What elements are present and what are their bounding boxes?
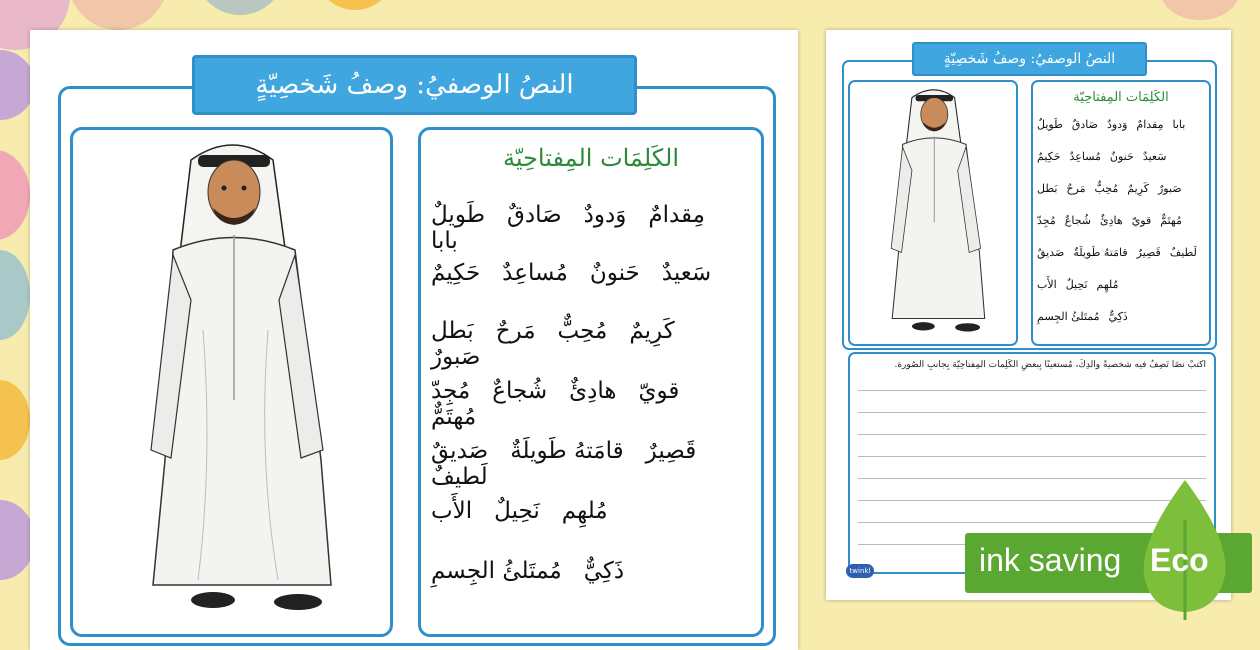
keyword: مُجِدّ bbox=[1037, 214, 1056, 227]
decor-dot bbox=[1160, 0, 1240, 20]
keyword-row bbox=[431, 378, 751, 430]
decor-dot bbox=[195, 0, 285, 15]
keyword: لَطيفٌ bbox=[431, 464, 488, 490]
keyword: مُمتَلئُ الجِسمِ bbox=[431, 558, 562, 584]
keyword-row bbox=[431, 438, 751, 490]
ink-saving-label: ink saving bbox=[979, 542, 1122, 578]
keyword: مَرحٌ bbox=[1066, 182, 1086, 195]
preview-keyword-row bbox=[1037, 214, 1205, 227]
main-worksheet bbox=[30, 30, 798, 650]
keyword-row bbox=[431, 202, 751, 254]
preview-keywords-panel bbox=[1031, 80, 1211, 346]
keyword: صَبورٌ bbox=[1157, 182, 1182, 195]
preview-keyword-row bbox=[1037, 310, 1205, 323]
keyword: الأَب bbox=[1037, 278, 1057, 291]
preview-keyword-row bbox=[1037, 118, 1205, 131]
writing-line bbox=[858, 456, 1206, 457]
keyword: قويّ bbox=[1131, 214, 1152, 227]
twinkl-logo: twinkl bbox=[846, 564, 874, 578]
keyword: قامَتهُ طَويلَةٌ bbox=[510, 438, 624, 464]
keyword: نَحِيلٌ bbox=[494, 498, 540, 524]
keyword: قامَتهُ طَويلَةٌ bbox=[1073, 246, 1128, 259]
keyword: هادِئٌ bbox=[569, 378, 617, 404]
keyword: مُساعِدٌ bbox=[1069, 150, 1101, 163]
preview-keywords-title: الكَلِمَات المِفتاحِيّة bbox=[1073, 90, 1169, 105]
preview-keyword-row bbox=[1037, 182, 1205, 195]
keyword-row bbox=[431, 558, 751, 584]
keyword: بابا bbox=[1172, 118, 1186, 131]
keyword: سَعيدٌ bbox=[1142, 150, 1167, 163]
keyword: مُساعِدٌ bbox=[502, 260, 568, 286]
keyword: صَبورٌ bbox=[431, 344, 481, 370]
keyword: حَنونٌ bbox=[1109, 150, 1134, 163]
preview-keyword-row bbox=[1037, 150, 1205, 163]
keyword: صَادقٌ bbox=[1071, 118, 1098, 131]
keyword: مُحِبٌّ bbox=[557, 318, 608, 344]
keyword: مُلهِم bbox=[1096, 278, 1119, 291]
decor-dot bbox=[0, 150, 30, 240]
keyword: ذَكِيٌّ bbox=[1108, 310, 1128, 323]
preview-title-banner bbox=[912, 42, 1147, 76]
decor-dot bbox=[0, 380, 30, 460]
writing-line bbox=[858, 390, 1206, 391]
keyword-row bbox=[431, 498, 751, 524]
keyword: مِقدامٌ bbox=[1136, 118, 1164, 131]
keyword: سَعيدٌ bbox=[661, 260, 712, 286]
keyword: قَصِيرٌ bbox=[1136, 246, 1161, 259]
keyword: صَادقٌ bbox=[507, 202, 562, 228]
keyword: مِقدامٌ bbox=[648, 202, 706, 228]
keyword: شُجاعٌ bbox=[492, 378, 548, 404]
man-illustration-small bbox=[850, 82, 1016, 344]
keyword: صَديقٌ bbox=[1037, 246, 1065, 259]
keyword: لَطيفٌ bbox=[1169, 246, 1197, 259]
keyword: قويّ bbox=[638, 378, 680, 404]
keyword: نَحِيلٌ bbox=[1065, 278, 1088, 291]
decor-dot bbox=[0, 250, 30, 340]
keyword: مُهتَمٌّ bbox=[1160, 214, 1182, 227]
keyword: حَكِيمٌ bbox=[1037, 150, 1061, 163]
preview-keyword-row bbox=[1037, 278, 1205, 291]
decor-dot bbox=[315, 0, 395, 10]
eco-badge-label: Eco bbox=[1150, 542, 1209, 578]
writing-line bbox=[858, 412, 1206, 413]
keywords-title: الكَلِمَات المِفتاحِيّة bbox=[502, 144, 680, 172]
preview-keyword-row bbox=[1037, 246, 1205, 259]
keyword: كَرِيمٌ bbox=[629, 318, 675, 344]
keyword-row bbox=[431, 318, 751, 370]
page-title: النصُ الوصفيُ: وصفُ شَخصِيّةٍ bbox=[255, 70, 574, 100]
keyword: الأَب bbox=[431, 498, 473, 524]
keyword: وَدودٌ bbox=[1106, 118, 1128, 131]
keyword: حَكِيمٌ bbox=[431, 260, 481, 286]
preview-picture-frame bbox=[848, 80, 1018, 346]
keyword: حَنونٌ bbox=[589, 260, 640, 286]
keyword: مُلهِم bbox=[561, 498, 608, 524]
keyword: ذَكِيٌّ bbox=[583, 558, 625, 584]
keyword: صَديقٌ bbox=[431, 438, 489, 464]
keyword: بابا bbox=[431, 228, 458, 254]
keyword: بَطل bbox=[1037, 182, 1058, 195]
keyword: مَرحٌ bbox=[495, 318, 536, 344]
writing-line bbox=[858, 478, 1206, 479]
keyword: طَويلٌ bbox=[1037, 118, 1063, 131]
keyword: مُمتَلئُ الجِسمِ bbox=[1037, 310, 1100, 323]
keyword: مُجِدّ bbox=[431, 378, 471, 404]
keyword: هادِئٌ bbox=[1100, 214, 1123, 227]
keyword: بَطل bbox=[431, 318, 474, 344]
keyword-row bbox=[431, 260, 751, 286]
decor-dot bbox=[68, 0, 168, 30]
keyword: وَدودٌ bbox=[583, 202, 627, 228]
preview-title: النصُ الوصفيُ: وصفُ شَخصِيّةٍ bbox=[943, 51, 1116, 67]
keyword: مُحِبٌّ bbox=[1094, 182, 1119, 195]
keyword: مُهتَمٌّ bbox=[431, 404, 477, 430]
keywords-panel bbox=[418, 127, 764, 637]
keyword: قَصِيرٌ bbox=[645, 438, 697, 464]
man-illustration bbox=[73, 130, 390, 634]
character-picture-frame bbox=[70, 127, 393, 637]
keyword: طَويلٌ bbox=[431, 202, 486, 228]
keyword: شُجاعٌ bbox=[1064, 214, 1092, 227]
title-banner bbox=[192, 55, 637, 115]
keyword: كَرِيمٌ bbox=[1127, 182, 1149, 195]
writing-line bbox=[858, 434, 1206, 435]
writing-instruction: اكتبْ نصًا تَصِفُ فيه شخصيةً والدِكَ، مُستعينًا بِبعضِ الكَلِمات المِفتاحِيّة بِجانبِ الصُورة. bbox=[894, 360, 1206, 370]
